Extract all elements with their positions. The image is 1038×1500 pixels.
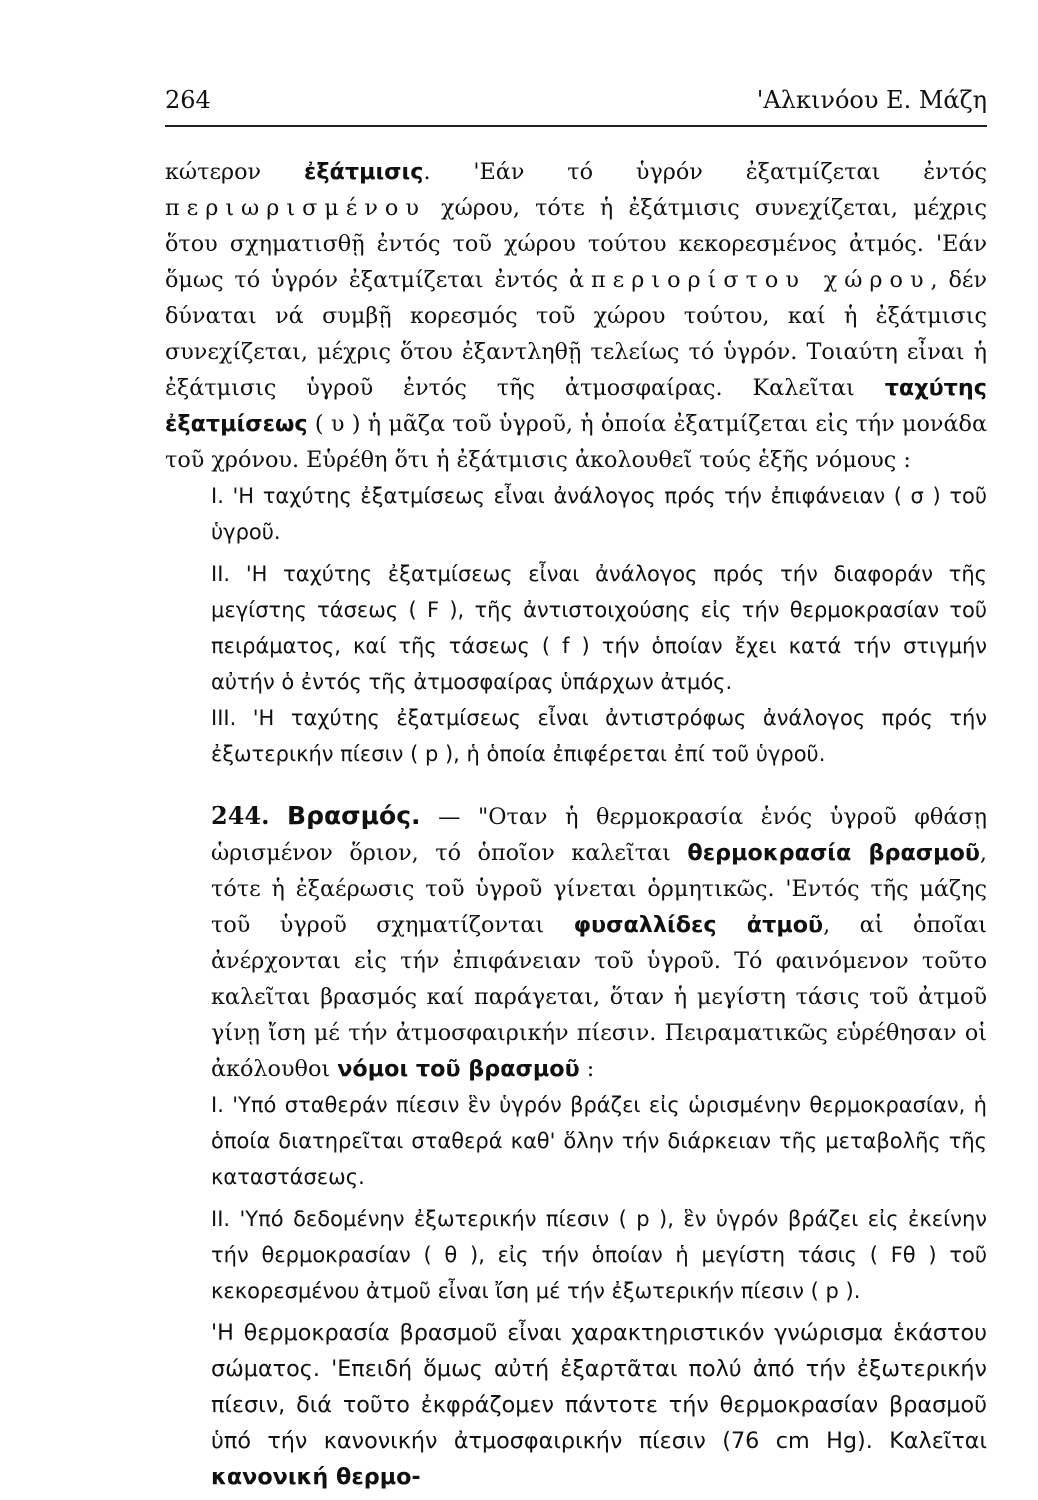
text-span: ( υ ) ἡ μᾶζα τοῦ ὑγροῦ, ἡ ὁποία ἐξατμίζεται εἰς τήν μονάδα τοῦ χρόνου. Εὑρέθη ὅτι ἡ ἐξάτμισις ἀκολουθεῖ τούς ἑξῆς νόμους : xyxy=(165,411,987,473)
text-span: κώτερον xyxy=(165,159,304,185)
evaporation-law: I. 'Η ταχύτης ἐξατμίσεως εἶναι ἀνάλογος πρός τήν ἐπιφάνειαν ( σ ) τοῦ ὑγροῦ. xyxy=(211,484,987,544)
text-span: χώρου, τότε ἡ ἐξάτμισις συνεχίζεται, μέχρις ὅτου σχηματισθῇ ἐντός τοῦ χώρου τούτου κεκορεσμένος ἀτμός. 'Εάν ὅμως τό ὑγρόν ἐξατμίζεται ἐντός xyxy=(165,195,987,293)
text-span: : xyxy=(579,1056,595,1082)
text-span: — "Οταν ἡ θερμοκρασία ἑνός ὑγροῦ φθάσῃ ὡρισμένον ὅριον, τό ὁποῖον καλεῖται xyxy=(211,804,987,866)
text-span: . 'Εάν τό ὑγρόν ἐξατμίζεται ἐντός xyxy=(423,159,987,185)
paragraph-evaporation xyxy=(165,154,987,478)
evaporation-law: III. 'Η ταχύτης ἐξατμίσεως εἶναι ἀντιστρόφως ἀνάλογος πρός τήν ἐξωτερικήν πίεσιν ( p ), ἡ ὁποία ἐπιφέρεται ἐπί τοῦ ὑγροῦ. xyxy=(211,706,987,766)
section-number: 244. xyxy=(211,801,270,830)
bold-term: κανονική θερμο- xyxy=(211,1464,421,1490)
body-text xyxy=(165,154,987,1495)
paragraph-boiling xyxy=(165,798,987,1087)
header-rule xyxy=(165,125,987,127)
running-head: 'Αλκινόου Ε. Μάζη xyxy=(756,86,987,114)
bold-term: ἐξάτμισις xyxy=(303,159,424,185)
spaced-term: περιωρισμένου xyxy=(165,195,426,221)
text-span: 'Η θερμοκρασία βρασμοῦ εἶναι χαρακτηριστικόν γνώρισμα ἑκάστου σώματος. 'Επειδή ὅμως αὐτή ἐξαρτᾶται πολύ ἀπό τήν ἐξωτερικήν πίεσιν, διά τοῦτο ἐκφράζομεν πάντοτε τήν θερμοκρασίαν βρασμοῦ ὑπό τήν κανονικήν ἀτμοσφαιρικήν πίεσιν (76 cm Hg). Καλεῖται xyxy=(211,1320,987,1454)
boiling-law: I. 'Υπό σταθεράν πίεσιν ἓν ὑγρόν βράζει εἰς ὡρισμένην θερμοκρασίαν, ἡ ὁποία διατηρεῖται σταθερά καθ' ὅλην τήν διάρκειαν τῆς μεταβολῆς τῆς καταστάσεως. xyxy=(211,1093,987,1189)
bold-term: ταχύτης ἐξατμίσεως xyxy=(165,375,987,437)
text-span: , τότε ἡ ἐξαέρωσις τοῦ ὑγροῦ γίνεται ὁρμητικῶς. 'Εντός τῆς μάζης τοῦ ὑγροῦ σχηματίζονται xyxy=(211,840,988,938)
boiling-law: II. 'Υπό δεδομένην ἐξωτερικήν πίεσιν ( p ), ἓν ὑγρόν βράζει εἰς ἐκείνην τήν θερμοκρασίαν ( θ ), εἰς τήν ὁποίαν ἡ μεγίστη τάσις ( Fθ ) τοῦ κεκορεσμένου ἀτμοῦ εἶναι ἴση μέ τήν ἐξωτερικήν πίεσιν ( p ). xyxy=(211,1207,987,1303)
section-title: Βρασμός. xyxy=(287,801,421,830)
paragraph-final xyxy=(165,1315,987,1495)
page-header xyxy=(165,86,987,120)
bold-term: θερμοκρασία βρασμοῦ xyxy=(687,840,980,866)
spaced-term: ἀπεριορίστου χώρου xyxy=(568,267,931,293)
text-span: , δέν δύναται νά συμβῇ κορεσμός τοῦ χώρου τούτου, καί ἡ ἐξάτμισις συνεχίζεται, μέχρις ὅτου ἐξαντληθῇ τελείως τό ὑγρόν. Τοιαύτη εἶναι ἡ ἐξάτμισις ὑγροῦ ἐντός τῆς ἀτμοσφαίρας. Καλεῖται xyxy=(165,267,987,401)
text-span: , αἱ ὁποῖαι ἀνέρχονται εἰς τήν ἐπιφάνειαν τοῦ ὑγροῦ. Τό φαινόμενον τοῦτο καλεῖται βρασμός καί παράγεται, ὅταν ἡ μεγίστη τάσις τοῦ ἀτμοῦ γίνῃ ἴση μέ τήν ἀτμοσφαιρικήν πίεσιν. Πειραματικῶς εὑρέθησαν οἱ ἀκόλουθοι xyxy=(211,912,987,1082)
bold-term: φυσαλλίδες ἀτμοῦ xyxy=(573,912,824,938)
bold-term: νόμοι τοῦ βρασμοῦ xyxy=(337,1056,580,1082)
evaporation-law: II. 'Η ταχύτης ἐξατμίσεως εἶναι ἀνάλογος πρός τήν διαφοράν τῆς μεγίστης τάσεως ( F ), τῆς ἀντιστοιχούσης εἰς τήν θερμοκρασίαν τοῦ πειράματος, καί τῆς τάσεως ( f ) τήν ὁποίαν ἔχει κατά τήν στιγμήν αὐτήν ὁ ἐντός τῆς ἀτμοσφαίρας ὑπάρχων ἀτμός. xyxy=(211,562,987,694)
page-number: 264 xyxy=(165,86,211,114)
